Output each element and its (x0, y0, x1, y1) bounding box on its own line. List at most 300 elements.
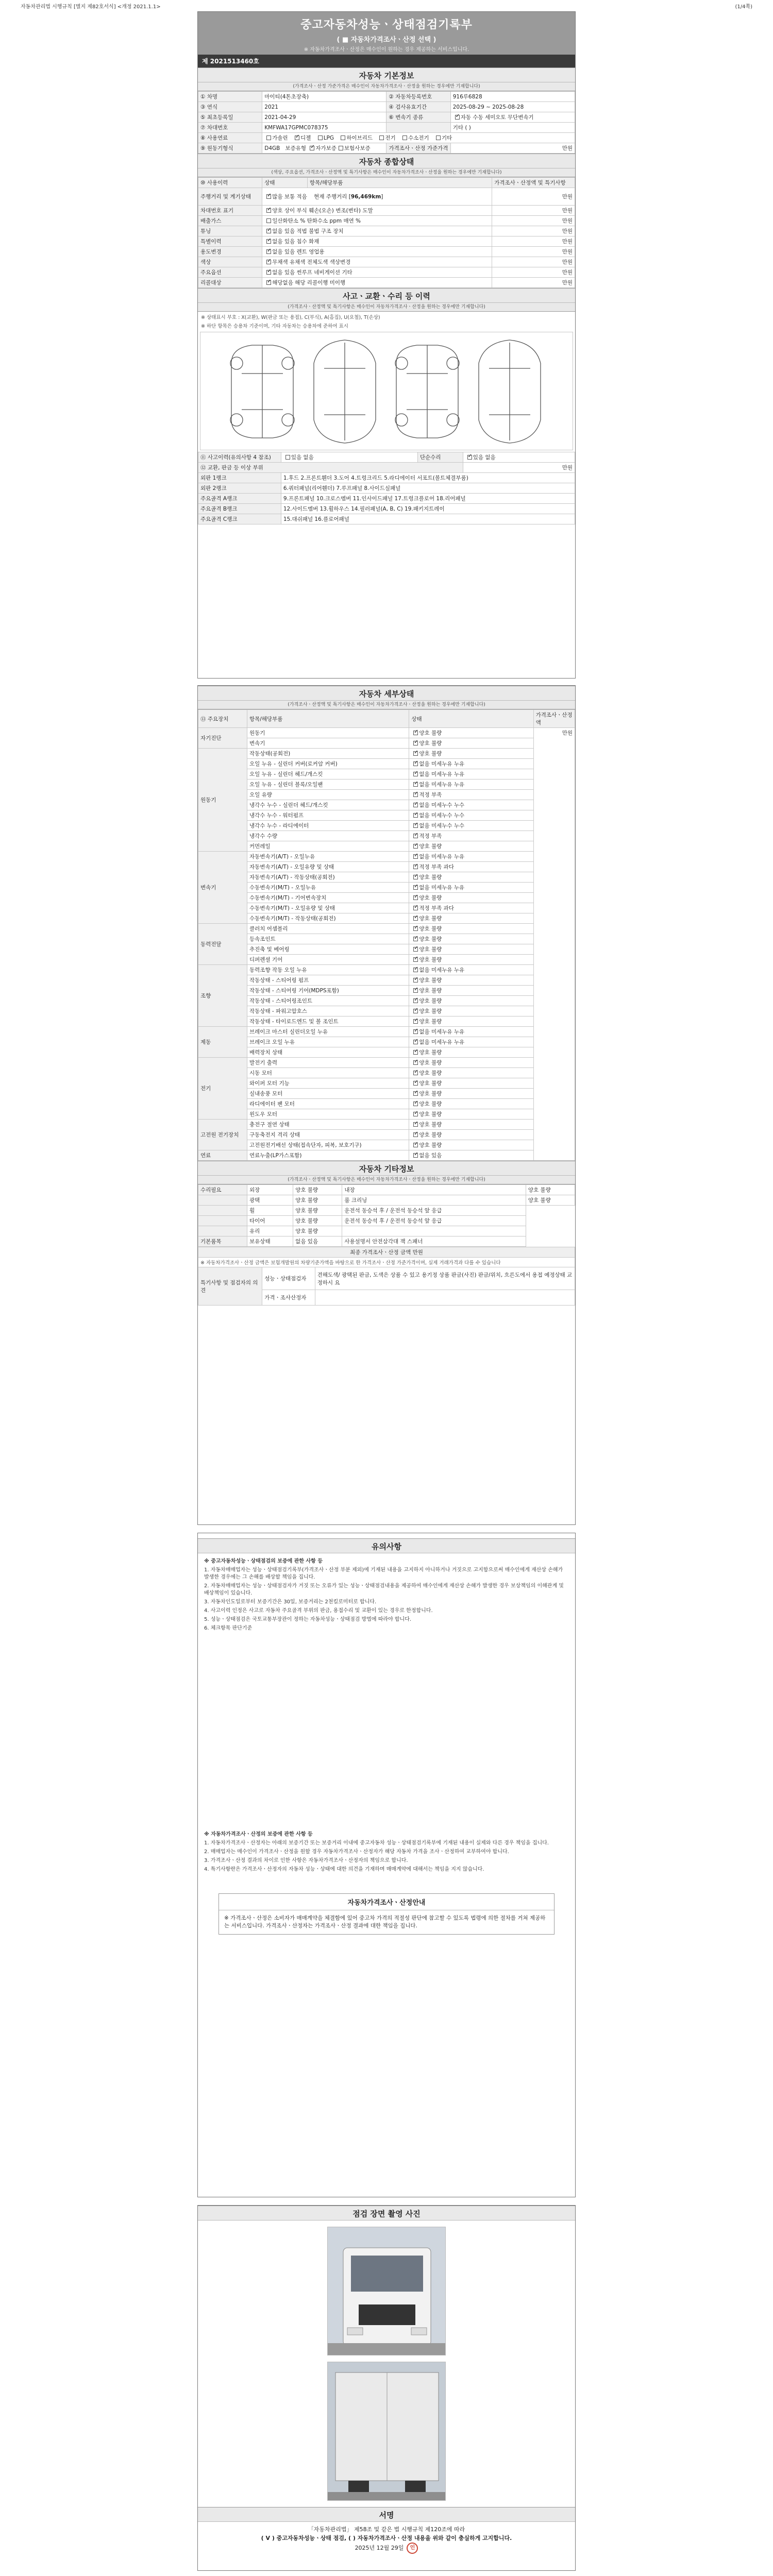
etc-cell: 룸 크리닝 (342, 1195, 526, 1206)
checkbox[interactable] (266, 135, 271, 140)
status-options: 적정 부족 (419, 792, 442, 798)
accident-title: 사고ㆍ교환ㆍ수리 등 이력 (198, 288, 575, 303)
plate-value: 916루6828 (450, 92, 575, 102)
part-status (409, 759, 533, 769)
table-row (198, 975, 575, 986)
table-row (198, 934, 575, 944)
checkbox-checked[interactable] (413, 968, 418, 972)
etc-cell: 운전석 동승석 후 / 운전석 동승석 앞 응급 (342, 1206, 526, 1216)
part-label: 와이퍼 모터 기능 (247, 1078, 409, 1089)
page-4 (197, 2205, 576, 2571)
table-row (198, 216, 575, 226)
part-label: 작동상태 - 스티어링 펌프 (247, 975, 409, 986)
part-status (409, 862, 533, 872)
checkbox-checked[interactable] (413, 906, 418, 910)
part-status (409, 800, 533, 810)
checkbox-checked[interactable] (413, 1153, 418, 1158)
part-status (409, 903, 533, 913)
part-label: 배력장치 상태 (247, 1047, 409, 1058)
row-value: ✓ 많음 보통 적음 현재 주행거리 [96,469km] (262, 188, 492, 206)
table-row (198, 1216, 575, 1226)
etc-title: 자동차 기타정보 (198, 1161, 575, 1176)
checkbox-checked[interactable] (413, 854, 418, 859)
truck-front-icon (328, 2227, 446, 2355)
checkbox-checked[interactable] (266, 280, 271, 285)
status-options: 양호 불량 (419, 730, 442, 736)
checkbox-checked[interactable] (413, 1101, 418, 1106)
table-row (198, 1037, 575, 1047)
part-label: 구동축전지 격리 상태 (247, 1130, 409, 1140)
part-status (409, 738, 533, 749)
car-name-value: 마이티(4톤초장축) (262, 92, 386, 102)
spacer (204, 1634, 569, 1829)
part-status (409, 841, 533, 852)
row-value (262, 216, 492, 226)
part-status (409, 1016, 533, 1027)
final-price-label (198, 1247, 575, 1258)
part-status (409, 944, 533, 955)
status-options: 없음 미세누수 누수 (419, 823, 465, 829)
checkbox-checked[interactable] (413, 782, 418, 787)
row-options: 없음 있음 적법 불법 구조 장치 (272, 228, 344, 234)
etc-cell: 없음 있음 (293, 1236, 342, 1247)
table-row (198, 821, 575, 831)
etc-cell: 외장 (247, 1185, 293, 1195)
col-header: 가격조사ㆍ산정액 (533, 710, 575, 728)
table-row (198, 883, 575, 893)
status-options: 양호 불량 (419, 1049, 442, 1056)
checkbox-checked[interactable] (266, 260, 271, 264)
row-value (262, 206, 492, 216)
part-label: 동력조향 작동 오일 누유 (247, 965, 409, 975)
row-price: 만원 (492, 206, 575, 216)
status-options: 양호 불량 (419, 1122, 442, 1128)
checkbox[interactable] (436, 135, 441, 140)
checkbox-checked[interactable] (413, 1091, 418, 1096)
part-status (409, 831, 533, 841)
row-price: 만원 (492, 247, 575, 257)
cautions-title: 유의사항 (198, 1538, 575, 1553)
group-label: 원동기 (198, 749, 247, 852)
table-row (198, 133, 575, 143)
checkbox-checked[interactable] (413, 1060, 418, 1065)
part-status (409, 769, 533, 779)
checkbox[interactable] (318, 135, 323, 140)
warranty-option: 보험사보증 (344, 145, 371, 151)
checkbox-checked[interactable] (413, 1050, 418, 1055)
part-label: 발전기 출력 (247, 1058, 409, 1068)
part-label: 오일 누유 - 실린더 블록/오일팬 (247, 779, 409, 790)
etc-cell: 양호 불량 (526, 1185, 575, 1195)
part-label: 변속기 (247, 738, 409, 749)
fuel-label: 가솔린 (272, 135, 288, 141)
caution-item: 2. 자동차매매업자는 성능ㆍ상태점검자가 거짓 또는 오류가 있는 성능ㆍ상태점검내용을 제공하여 매수인에게 재산상 손해가 발생한 경우 보상책임의 이해관계 및 배상책임이 있습니다. (204, 1583, 564, 1596)
part-label: 라디에이터 팬 모터 (247, 1099, 409, 1109)
table-row (198, 236, 575, 247)
checkbox[interactable] (379, 135, 384, 140)
checkbox[interactable] (266, 218, 271, 223)
status-options: 양호 불량 (419, 1060, 442, 1066)
checkbox-checked[interactable] (413, 998, 418, 1003)
part-status (409, 883, 533, 893)
fuel-option (400, 134, 429, 142)
basic-info-subtitle: (가격조사ㆍ산정 가준가격은 매수인이 자동차가격조사ㆍ산정을 원하는 경우에만 기재합니다) (198, 82, 575, 91)
checkbox-checked[interactable] (413, 885, 418, 890)
checkbox-checked[interactable] (266, 239, 271, 244)
status-options: 양호 불량 (419, 977, 442, 984)
etc-cell: 양호 불량 (293, 1195, 342, 1206)
table-row (198, 247, 575, 257)
table-row (198, 514, 575, 524)
checkbox-checked[interactable] (455, 115, 460, 120)
checkbox-checked[interactable] (413, 978, 418, 982)
part-label: 오일 누유 - 실린더 커버(로커암 커버) (247, 759, 409, 769)
status-options: 양호 불량 (419, 936, 442, 942)
checkbox-checked[interactable] (413, 1071, 418, 1075)
total-value: 만원 (412, 1249, 423, 1256)
checkbox-checked[interactable] (413, 834, 418, 838)
checkbox-checked[interactable] (266, 208, 271, 213)
page-2 (197, 685, 576, 1525)
table-row (198, 1047, 575, 1058)
table-row (198, 831, 575, 841)
status-options: 적정 부족 (419, 833, 442, 839)
part-status (409, 821, 533, 831)
car-diagram-svg (200, 332, 574, 450)
checkbox-checked[interactable] (413, 803, 418, 807)
status-options: 양호 불량 (419, 1111, 442, 1117)
checkbox-checked[interactable] (413, 1132, 418, 1137)
row-label: 차대번호 표기 (198, 206, 262, 216)
field-label: ⑤ 최초등록일 (198, 112, 262, 123)
part-status (409, 1089, 533, 1099)
row-value (281, 452, 417, 463)
checkbox-checked[interactable] (413, 1029, 418, 1034)
part-status (409, 1130, 533, 1140)
sign-date: 2025년 12월 29일 (355, 2545, 404, 2551)
part-status (409, 1037, 533, 1047)
field-label: ① 차명 (198, 92, 262, 102)
price-unit: 만원 (450, 143, 575, 154)
part-status (409, 1027, 533, 1037)
table-row (198, 452, 575, 463)
status-options: 없음 있음 (419, 1153, 442, 1159)
table-row (198, 1027, 575, 1037)
part-status (409, 749, 533, 759)
appraisal-box-text: ※ 가격조사ㆍ산정은 소비자가 매매계약을 체결함에 있어 중고차 가격의 적절성 판단에 참고할 수 있도록 법령에 의한 절차를 거쳐 제공하는 서비스입니다. 가격조사ㆍ산정자는 가격조사ㆍ산정 결과에 대한 책임을 집니다. (224, 1915, 546, 1929)
part-label: 자동변속기(A/T) - 오일유량 및 상태 (247, 862, 409, 872)
fuel-label: 기타 (441, 135, 452, 141)
part-label: 작동상태 - 파워고압호스 (247, 1006, 409, 1016)
row-price: 만원 (492, 257, 575, 267)
part-label: 오일 누유 - 실린더 헤드/개스킷 (247, 769, 409, 779)
part-label: 추진축 및 베어링 (247, 944, 409, 955)
status-options: 양호 불량 (419, 998, 442, 1004)
accident-options: 있음 없음 (291, 454, 314, 461)
mileage-label: 현재 주행거리 (314, 194, 347, 200)
col-header: ⑩ 사용이력 (198, 178, 262, 188)
row-price: 만원 (492, 236, 575, 247)
group-label: 제동 (198, 1027, 247, 1058)
total-label: 최종 가격조사ㆍ산정 금액 (350, 1249, 411, 1256)
row-price: 만원 (492, 216, 575, 226)
table-row (198, 1206, 575, 1216)
etc-cell: 타이어 (247, 1216, 293, 1226)
part-status (409, 965, 533, 975)
row-label: 특별이력 (198, 236, 262, 247)
status-options: 적정 부족 과다 (419, 905, 454, 911)
fuel-option (434, 134, 452, 142)
table-row (198, 1006, 575, 1016)
table-row (198, 226, 575, 236)
status-options: 양호 불량 (419, 1070, 442, 1076)
fuel-label: 하이브리드 (346, 135, 373, 141)
cautions-heading: ※ 중고자동차성능ㆍ상태점검의 보증에 관한 사항 등 (204, 1558, 323, 1564)
checkbox-checked[interactable] (413, 741, 418, 745)
group-label: 조향 (198, 965, 247, 1027)
table-row (198, 278, 575, 288)
caution-item: 3. 자동차인도일로부터 보증기간은 30일, 보증거리는 2천킬로미터로 합니다. (204, 1599, 377, 1605)
checkbox-checked[interactable] (413, 947, 418, 952)
part-label: 작동상태 - 타이로드엔드 및 볼 조인트 (247, 1016, 409, 1027)
table-row (198, 1078, 575, 1089)
field-label: ⑦ 차대번호 (198, 123, 262, 133)
table-row (198, 790, 575, 800)
table-row (198, 1140, 575, 1150)
etc-group: 기본품목 (198, 1236, 247, 1247)
accident-legend: ※ 상태표시 부호 : X(교환), W(판금 또는 용접), C(부식), A(흠집), U(요철), T(손상) (201, 315, 380, 320)
checkbox-checked[interactable] (413, 916, 418, 921)
sign-law: 「자동차관리법」 제58조 및 같은 법 시행규칙 제120조에 따라 (308, 2526, 465, 2533)
checkbox-checked[interactable] (295, 135, 299, 140)
checkbox-checked[interactable] (413, 1122, 418, 1127)
status-options: 없음 미세누수 누수 (419, 802, 465, 808)
part-status (409, 975, 533, 986)
checkbox-checked[interactable] (413, 875, 418, 879)
table-row (198, 1120, 575, 1130)
table-row (198, 494, 575, 504)
row-options: 없음 있음 침수 화재 (272, 239, 320, 245)
part-label: 수동변속기(M/T) - 작동상태(공회전) (247, 913, 409, 924)
accident-table (198, 452, 575, 524)
special-label: 특기사항 및 점검자의 의견 (198, 1267, 262, 1306)
caution-item: 1. 자동차매매업자는 성능ㆍ상태점검기록부(가격조사ㆍ산정 부분 제외)에 기재된 내용을 고지하지 아니하거나 거짓으로 고지함으로써 매수인에게 재산상 손해가 발생한 경우에는 그 손해를 배상할 책임을 집니다. (204, 1567, 563, 1580)
detail-subtitle: (가격조사ㆍ산정액 및 특기사항은 매수인이 자동차가격조사ㆍ산정을 원하는 경우에만 기재합니다) (198, 701, 575, 709)
checkbox-checked[interactable] (413, 1143, 418, 1147)
checkbox[interactable] (402, 135, 407, 140)
etc-cell: 사용설명서 안전삼각대 잭 스패너 (342, 1236, 526, 1247)
page-1 (197, 11, 576, 679)
checkbox[interactable] (339, 146, 343, 150)
etc-cell: 유리 (247, 1226, 293, 1236)
part-label: 수동변속기(M/T) - 오일유량 및 상태 (247, 903, 409, 913)
checker-label: 성능ㆍ상태점검자 (262, 1267, 315, 1290)
part-status (409, 955, 533, 965)
table-row (198, 779, 575, 790)
checkbox-checked[interactable] (467, 455, 472, 460)
truck-rear-photo (327, 2362, 446, 2501)
etc-cell: 양호 불량 (526, 1195, 575, 1206)
status-options: 양호 불량 (419, 1019, 442, 1025)
inspection-period-value: 2025-08-29 ~ 2025-08-28 (450, 102, 575, 112)
row-value (262, 226, 492, 236)
etc-cell: 보유상태 (247, 1236, 293, 1247)
row-price: 만원 (463, 463, 575, 473)
detail-table (198, 709, 575, 1161)
checkbox-checked[interactable] (266, 270, 271, 275)
status-options: 없음 미세누유 누유 (419, 967, 465, 973)
checkbox-checked[interactable] (413, 988, 418, 993)
field-label: 가격조사ㆍ산정 가준가격 (386, 143, 450, 154)
etc-cell: 양호 불량 (293, 1216, 342, 1226)
top-header-line (21, 2, 752, 9)
part-label: 등속조인트 (247, 934, 409, 944)
fuel-options (262, 133, 575, 143)
field-label: ③ 연식 (198, 102, 262, 112)
part-status (409, 1109, 533, 1120)
etc-table (198, 1184, 575, 1247)
checkbox-checked[interactable] (266, 229, 271, 233)
etc-cell: 운전석 동승석 후 / 운전석 동승석 앞 응급 (342, 1216, 526, 1226)
checkbox-checked[interactable] (413, 937, 418, 941)
status-options: 양호 불량 (419, 1101, 442, 1107)
fuel-label: 디젤 (300, 135, 311, 141)
table-row (198, 759, 575, 769)
rank-parts: 6.쿼터패널(리어휀더) 7.루프패널 8.사이드실패널 (281, 483, 575, 494)
checkbox-checked[interactable] (266, 249, 271, 254)
table-row (198, 102, 575, 112)
summary-title: 자동차 종합상태 (198, 154, 575, 168)
checkbox-checked[interactable] (266, 194, 271, 199)
seal-stamp-icon: 인 (407, 2543, 418, 2554)
table-row (198, 123, 575, 133)
table-row (198, 944, 575, 955)
detail-title: 자동차 세부상태 (198, 686, 575, 701)
table-row (198, 143, 575, 154)
part-status (409, 1058, 533, 1068)
checkbox-checked[interactable] (413, 1081, 418, 1086)
checkbox-checked[interactable] (413, 792, 418, 797)
row-label: 색상 (198, 257, 262, 267)
car-diagram (200, 332, 573, 450)
row-options: 무채색 유채색 전체도색 색상변경 (272, 259, 351, 265)
etc-cell (342, 1226, 526, 1236)
table-row (198, 986, 575, 996)
year-value: 2021 (262, 102, 386, 112)
checkbox-checked[interactable] (413, 772, 418, 776)
document-subtitle: ( ■ 자동차가격조사ㆍ산정 선택 ) (337, 36, 436, 44)
rank-label: 주요골격 A랭크 (198, 494, 281, 504)
table-row (198, 1226, 575, 1236)
row-label: ⑫ 교환, 판금 등 이상 부위 (198, 463, 463, 473)
checkbox-checked[interactable] (310, 146, 314, 150)
transmission-other: 기타 ( ) (450, 123, 575, 133)
row-value (262, 247, 492, 257)
col-header: 상태 (262, 178, 308, 188)
checkbox-checked[interactable] (413, 865, 418, 869)
table-row (198, 800, 575, 810)
row-label: 주요옵션 (198, 267, 262, 278)
checkbox-checked[interactable] (413, 1112, 418, 1116)
status-options: 양호 불량 (419, 740, 442, 747)
detail-price: 만원 (533, 728, 575, 1161)
row-options: 일산화탄소 % 탄화수소 ppm 매연 % (272, 218, 361, 224)
checkbox-checked[interactable] (413, 1019, 418, 1024)
part-status (409, 1068, 533, 1078)
caution-item: 2. 매매업자는 매수인이 가격조사ㆍ산정을 원할 경우 자동차가격조사ㆍ산정자가 해당 자동차 가격을 조사ㆍ산정하여 교부하여야 합니다. (204, 1849, 509, 1855)
table-row (198, 483, 575, 494)
status-options: 적정 부족 과다 (419, 864, 454, 870)
appraisal-box-title: 자동차가격조사ㆍ산정안내 (219, 1894, 554, 1910)
document-number: 제 2021513460호 (198, 55, 575, 67)
checkbox[interactable] (285, 455, 290, 460)
table-row (198, 1258, 575, 1267)
row-options: 해당없음 해당 리콜이행 미이행 (272, 280, 346, 286)
status-options: 없음 미세누수 누수 (419, 812, 465, 819)
checkbox-checked[interactable] (413, 731, 418, 735)
table-row (198, 893, 575, 903)
status-options: 양호 불량 (419, 1132, 442, 1138)
etc-cell: 양호 불량 (293, 1185, 342, 1195)
part-label: 실내송풍 모터 (247, 1089, 409, 1099)
cautions-list (198, 1553, 575, 1878)
part-label: 브레이크 오일 누유 (247, 1037, 409, 1047)
part-status (409, 852, 533, 862)
price-notice: ※ 자동차가격조사ㆍ산정 금액은 보험개발원의 차량기준가액을 바탕으로 한 가격조사ㆍ산정 가준가격이며, 실제 거래가격과 다를 수 있습니다 (198, 1258, 575, 1267)
fuel-option (377, 134, 395, 142)
checkbox-checked[interactable] (413, 1009, 418, 1013)
table-row (198, 913, 575, 924)
part-status (409, 924, 533, 934)
field-label: ② 자동차등록번호 (386, 92, 450, 102)
part-status (409, 1140, 533, 1150)
checkbox-checked[interactable] (413, 813, 418, 818)
document-title: 중고자동차성능ㆍ상태점검기록부 (300, 18, 473, 31)
status-options: 양호 불량 (419, 1008, 442, 1014)
engine-code: D4GB (264, 145, 280, 151)
accident-subtitle: (가격조사ㆍ산정액 및 특기사항은 매수인이 자동차가격조사ㆍ산정을 원하는 경우에만 기재합니다) (198, 303, 575, 312)
row-value (262, 278, 492, 288)
table-row (198, 749, 575, 759)
checkbox-checked[interactable] (413, 751, 418, 756)
row-options: 없음 있음 렌트 영업용 (272, 249, 325, 255)
vin-value: KMFWA17GPMC078375 (262, 123, 386, 133)
part-label: 냉각수 누수 - 워터펌프 (247, 810, 409, 821)
table-row (198, 1058, 575, 1068)
basic-info-table (198, 91, 575, 154)
status-options: 양호 불량 (419, 1091, 442, 1097)
checkbox-checked[interactable] (413, 895, 418, 900)
checkbox-checked[interactable] (413, 761, 418, 766)
part-status (409, 810, 533, 821)
table-row (198, 1267, 575, 1290)
sign-date-row (201, 2543, 572, 2554)
checkbox[interactable] (341, 135, 345, 140)
part-status (409, 934, 533, 944)
table-row (198, 1236, 575, 1247)
col-header: ⑬ 주요장치 (198, 710, 247, 728)
fuel-option (293, 134, 311, 142)
table-row (198, 852, 575, 862)
rank-parts: 9.프론트패널 10.크로스멤버 11.인사이드패널 17.트렁크플로어 18.리어패널 (281, 494, 575, 504)
checkbox-checked[interactable] (413, 823, 418, 828)
table-row (198, 188, 575, 206)
checkbox-checked[interactable] (413, 1040, 418, 1044)
checkbox-checked[interactable] (413, 926, 418, 931)
checkbox-checked[interactable] (413, 957, 418, 962)
row-value (262, 267, 492, 278)
checkbox-checked[interactable] (413, 844, 418, 849)
